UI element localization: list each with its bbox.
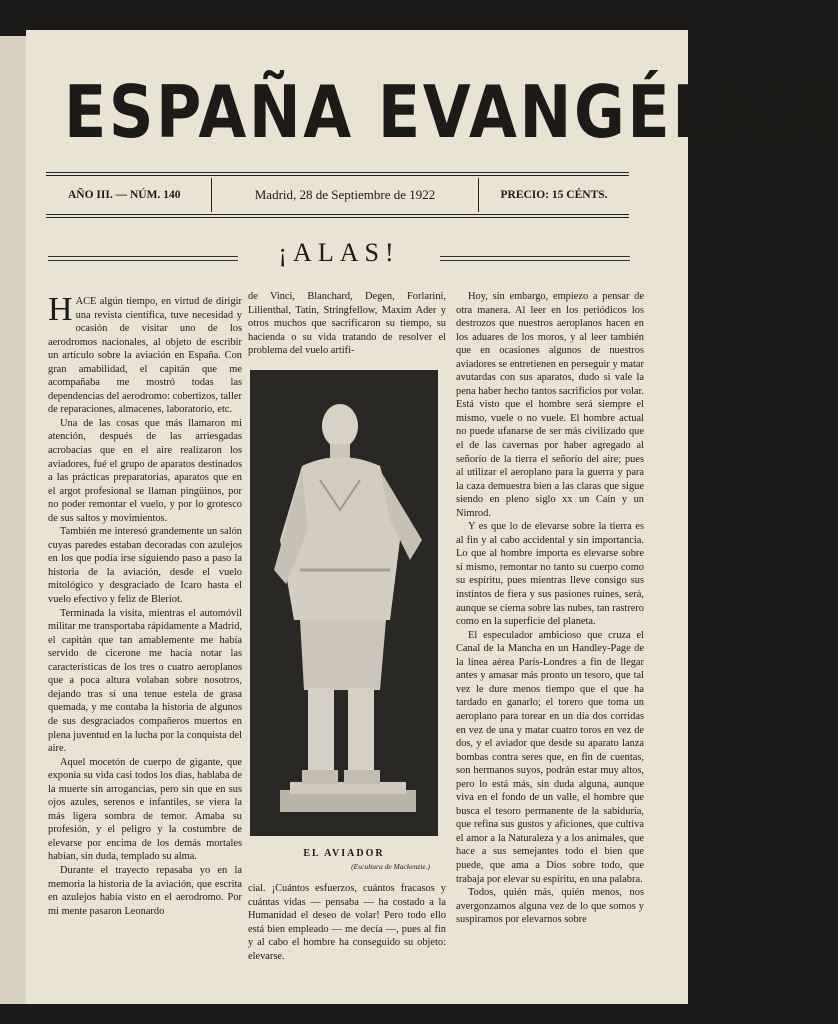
aviator-sculpture-photo (250, 370, 438, 836)
newspaper-page (26, 30, 838, 1004)
masthead-rule-top (46, 172, 629, 173)
paragraph: El especulador ambicioso que cruza el Canal de la Mancha en un Handley-Page de la línea aérea París-Londres a fin de llegar antes y amasar más pronto un tesoro, que tal vez le dure menos tiempo que el que ha tardado en ganarlo; el torero que toma un aeroplano para torear en un día dos corridas en vez de una y matar cuatro toros en vez de dos, y el aviador que desde su aparato lanza bombas contra seres que, en fin de cuentas, son hermanos suyos, podrán estar muy altos, pero lo está más, sin duda alguna, aunque viva en el fondo de un valle, el hombre que busca el tesoro permanente de la sabiduría, que refina sus gustos y aficiones, que cultiva el amor a la Naturaleza y a los animales, que hace a sus semejantes todo el bien que puede, que ama a Dios sobre todo, que trabaja por elevar su espíritu, en una palabra. (456, 629, 644, 885)
issue-date: Madrid, 28 de Septiembre de 1922 (212, 178, 479, 212)
paragraph-text: ACE algún tiempo, en virtud de dirigir una revista científica, tuve necesidad y ocasión de visitar uno de los aerodromos nacionales, al objeto de escribir un artículo sobre la aviación en España. Con gran amabilidad, el capitán que me acompañaba me mostró todas las dependencias del aerodromo: cobertizos, taller de reparaciones, almacenes, laboratorio, etc. (48, 296, 242, 416)
masthead-rule-bottom-2 (46, 217, 629, 218)
masthead (54, 60, 838, 168)
paragraph: Y es que lo de elevarse sobre la tierra es al fin y al cabo accidental y sin importancia. Lo que al hombre importa es elevarse sobre sí mismo, remontar no tanto su cuerpo como su espíritu, pues mientras lleve consigo sus instintos de fiera y sus pasiones ruines, será, aunque se cierna sobre las nubes, tan rastrero como en la superficie del planeta. (456, 521, 644, 628)
photo-caption: EL AVIADOR (303, 848, 385, 859)
paragraph: de Vinci, Blanchard, Degen, Forlarini, Lilienthal, Tatin, Stringfellow, Maxim Ader y otros muchos que sacrificaron su tiempo, su hacienda o su vida tratando de resolver el problema del vuelo artifi- (248, 291, 446, 357)
masthead-rule-top-2 (46, 175, 629, 176)
photo-credit: (Escultura de Mackenzie.) (351, 862, 430, 871)
article-column-2-top (248, 290, 446, 358)
issue-info-bar (46, 178, 629, 212)
newspaper-title: ESPAÑA EVANGÉLICA (64, 70, 838, 154)
article-headline-block (48, 238, 630, 278)
adjacent-page-edge (0, 36, 28, 1004)
paragraph: Todos, quién más, quién menos, nos avergonzamos alguna vez de lo que somos y suspiramos por elevarnos sobre (456, 887, 644, 926)
drop-cap: H (48, 291, 73, 328)
paragraph (48, 291, 242, 417)
paragraph: También me interesó grandemente un salón cuyas paredes estaban decoradas con azulejos en los que podía irse siguiendo paso a paso la historia de la aviación, desde el vuelo mitológico y desgraciado de Icaro hasta el vuelo efectivo y feliz de Bleriot. (48, 526, 242, 606)
article-column-2-bottom (248, 882, 446, 963)
paragraph: Una de las cosas que más llamaron mi atención, después de las arriesgadas acrobacias que en el aire realizaron los aviadores, fué el grupo de aparatos destinados a las prácticas preparatorias, aparatos que en el argot profesional se llaman pingüinos, por no poder remontar el vuelo, y por lo grotesco de sus saltos y movimientos. (48, 417, 242, 524)
aviator-statue-illustration (250, 370, 438, 836)
masthead-rule-bottom (46, 214, 629, 215)
article-column-1 (48, 291, 242, 918)
article-headline: ¡ALAS! (278, 238, 400, 267)
paragraph: cial. ¡Cuántos esfuerzos, cuántos fracasos y cuántas vidas — pensaba — ha costado a la Humanidad el deseo de volar! Pero todo ello está bien empleado — me decía —, pues al fin y al cabo el hombre ha conseguido su objeto: elevarse. (248, 883, 446, 962)
paragraph: Aquel mocetón de cuerpo de gigante, que exponía su vida casi todos los días, hablaba de la muerte sin arrogancias, pero sin que en sus ojos azules, serenos e infantiles, se viera la más ligera sombra de temor. Amaba su profesión, y el peligro y la costumbre de elevarse por encima de los demás mortales habían, sin duda, templado su alma. (48, 756, 242, 863)
paragraph: Durante el trayecto repasaba yo en la memoria la historia de la aviación, que escrita en azulejos había visto en el aerodromo. Por mi mente pasaron Leonardo (48, 864, 242, 917)
paragraph: Hoy, sin embargo, empiezo a pensar de otra manera. Al leer en los periódicos los destrozos que nuestros aeroplanos hacen en los aduares de los moros, y al leer también que en ocasiones algunos de nuestros aviadores se entretienen en perseguir y matar avutardas con sus aparatos, dudo si vale la pena haber hecho tantos sacrificios por volar. Está visto que el hombre será siempre el mismo, vuele o no vuele. El hombre actual no puede ufanarse de ser más civilizado que el de las cavernas por haber agregado al señorío de la tierra el señorío del aire; pues al utilizar el aeroplano para la guerra y para la caza demuestra bien a las claras que sigue siendo en pleno siglo xx un Caín y un Nimrod. (456, 291, 644, 519)
issue-number: AÑO III. — NÚM. 140 (46, 178, 212, 212)
paragraph: Terminada la visita, mientras el automóvil militar me transportaba rápidamente a Madrid, el capitán que tan amablemente me había servido de cicerone me hacía notar las características de los tres o cuatro aeroplanos que a poca altura volaban sobre nosotros, dejando tras sí una tenue estela de grasa quemada, y me contaba la historia de algunos de sus desgraciados compañeros muertos en plena juventud en la lucha por la conquista del aire. (48, 607, 242, 755)
issue-price: PRECIO: 15 CÉNTS. (500, 189, 608, 201)
article-column-3 (456, 290, 644, 927)
